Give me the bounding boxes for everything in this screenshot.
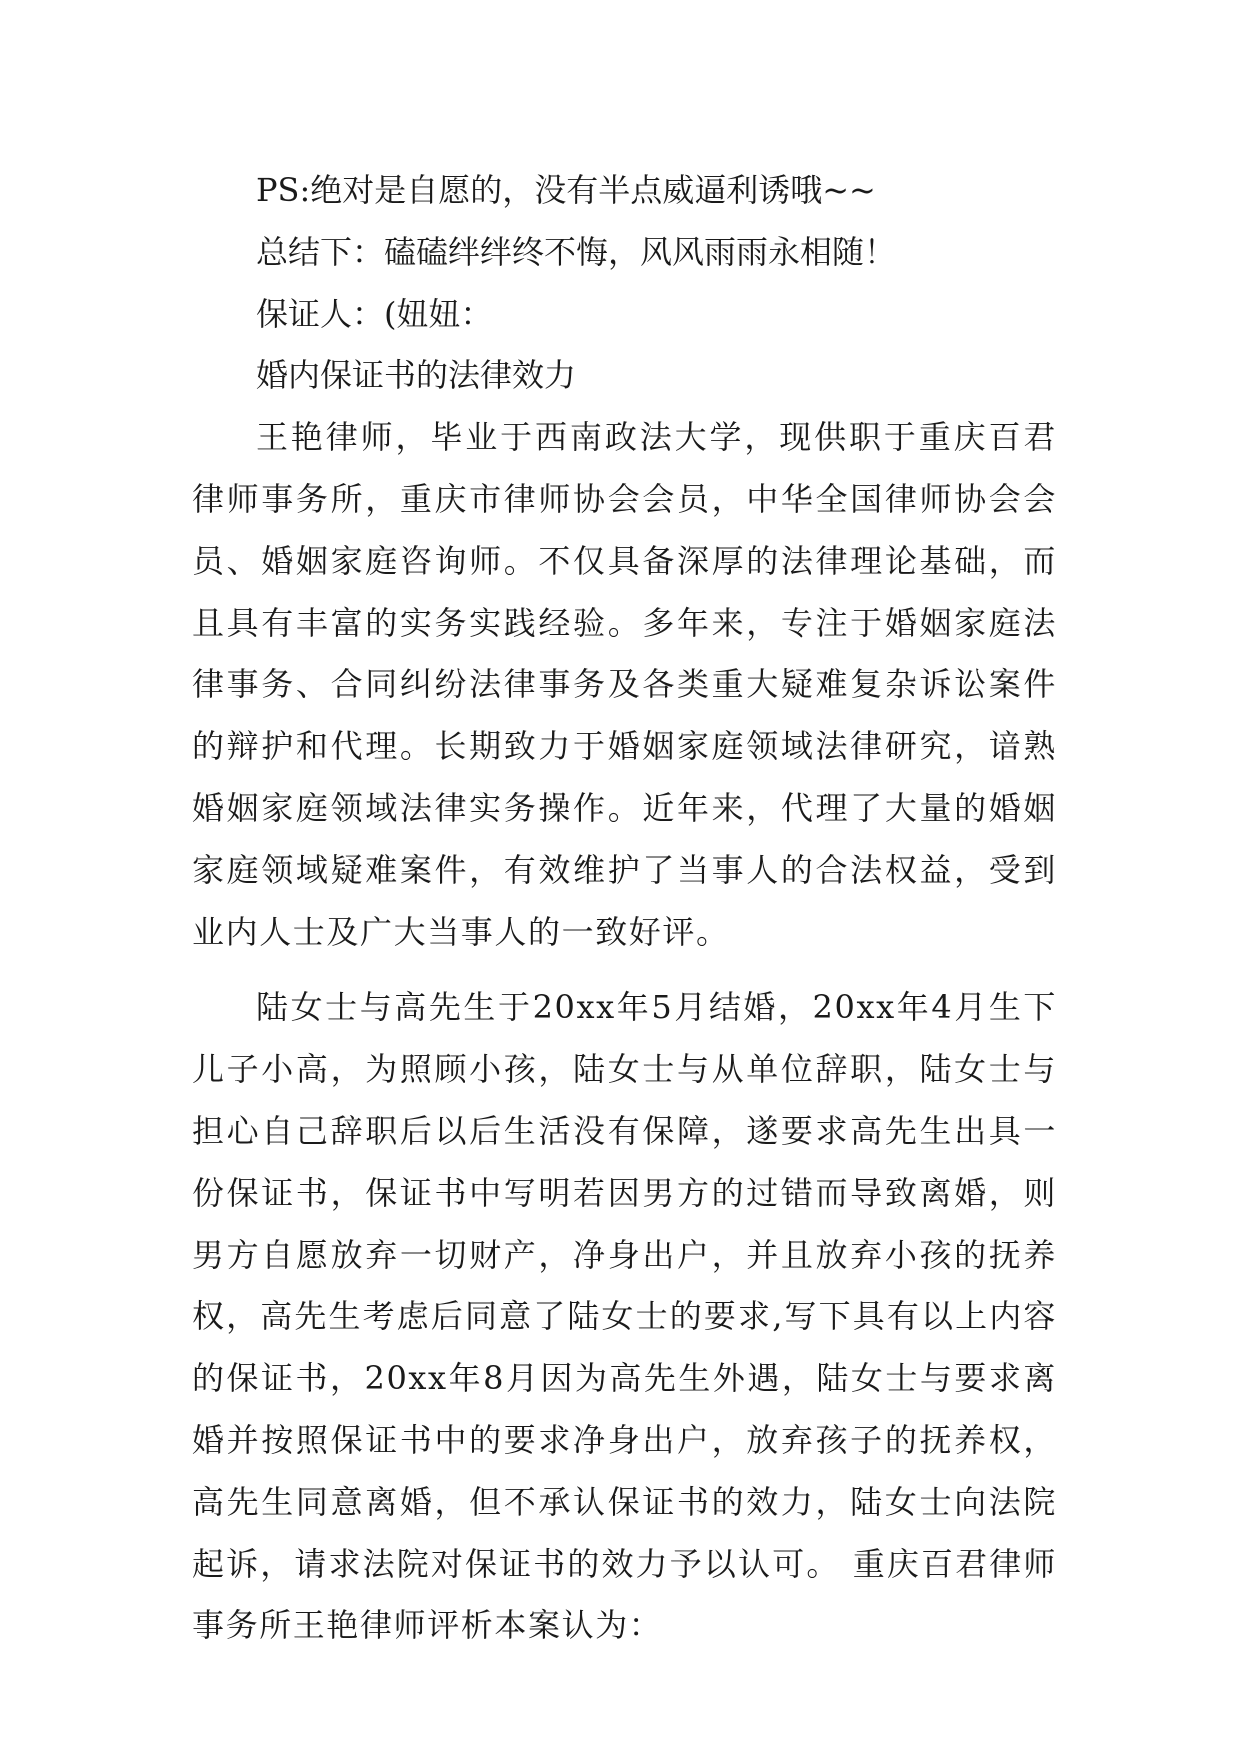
- document-body: [192, 160, 1057, 1657]
- section-heading: 婚内保证书的法律效力: [256, 356, 577, 395]
- summary-line: 总结下：磕磕绊绊终不悔，风风雨雨永相随！: [256, 232, 897, 271]
- lawyer-intro-paragraph: 王艳律师，毕业于西南政法大学，现供职于重庆百君律师事务所，重庆市律师协会会员，中华全国律师协会会员、婚姻家庭咨询师。不仅具备深厚的法律理论基础，而且具有丰富的实务实践经验。多年来，专注于婚姻家庭法律事务、合同纠纷法律事务及各类重大疑难复杂诉讼案件的辩护和代理。长期致力于婚姻家庭领域法律研究，谙熟婚姻家庭领域法律实务操作。近年来，代理了大量的婚姻家庭领域疑难案件，有效维护了当事人的合法权益，受到业内人士及广大当事人的一致好评。: [192, 418, 1057, 951]
- guarantor-line: 保证人：(妞妞：: [256, 294, 493, 333]
- paragraph-gap: [192, 963, 1057, 977]
- ps-line: PS:绝对是自愿的，没有半点威逼利诱哦~~: [256, 171, 876, 209]
- case-paragraph: 陆女士与高先生于20xx年5月结婚，20xx年4月生下儿子小高，为照顾小孩，陆女士与从单位辞职，陆女士与担心自己辞职后以后生活没有保障，遂要求高先生出具一份保证书，保证书中写明若因男方的过错而导致离婚，则男方自愿放弃一切财产，净身出户，并且放弃小孩的抚养权，高先生考虑后同意了陆女士的要求,写下具有以上内容的保证书，20xx年8月因为高先生外遇，陆女士与要求离婚并按照保证书中的要求净身出户，放弃孩子的抚养权，高先生同意离婚，但不承认保证书的效力，陆女士向法院起诉，请求法院对保证书的效力予以认可。 重庆百君律师事务所王艳律师评析本案认为：: [192, 988, 1057, 1645]
